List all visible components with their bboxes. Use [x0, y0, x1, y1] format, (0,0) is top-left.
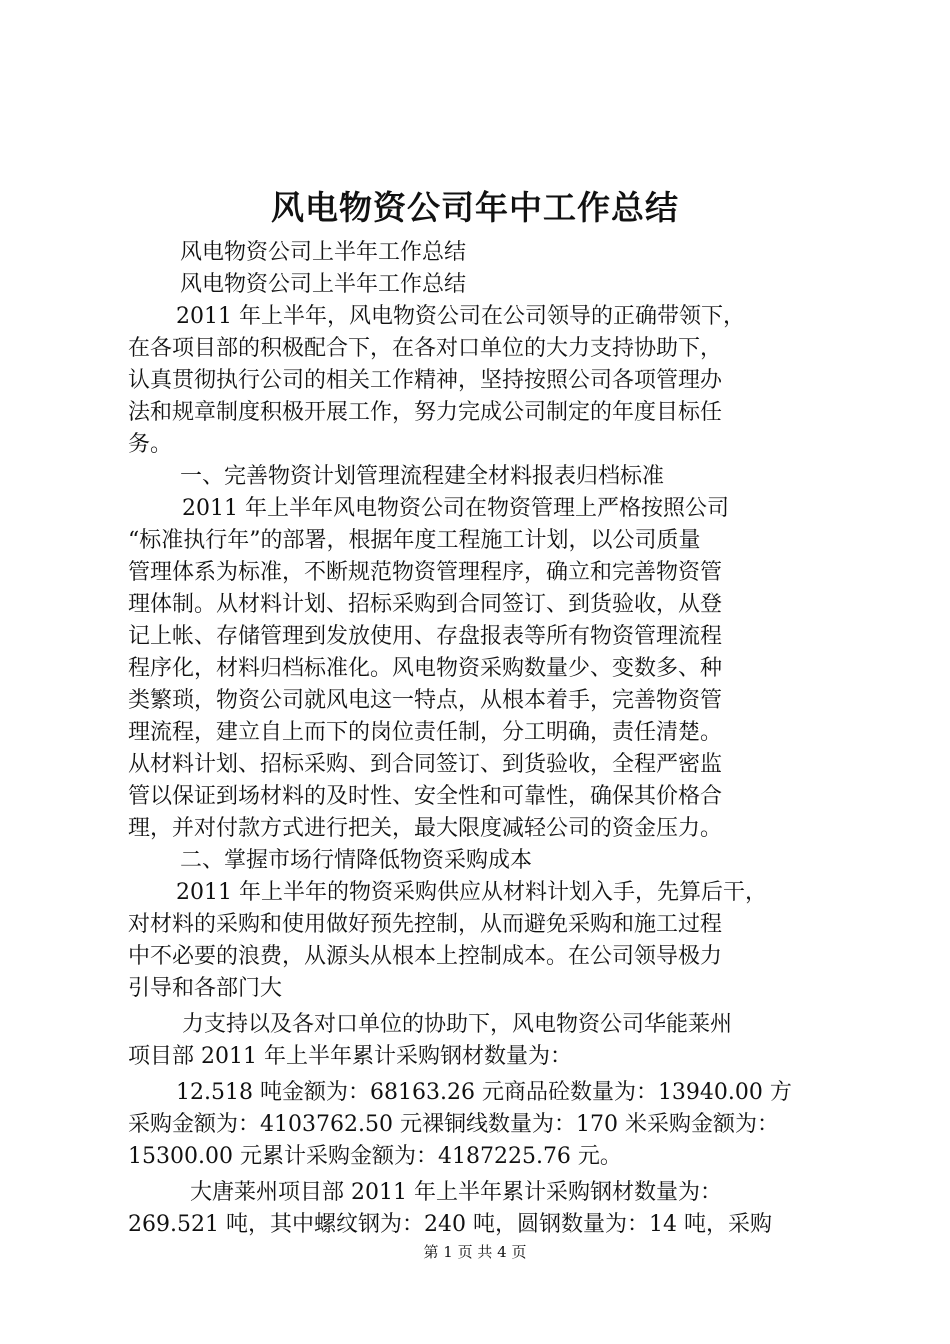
body-line: 风电物资公司上半年工作总结: [180, 240, 467, 265]
body-line: 2011 年上半年的物资采购供应从材料计划入手，先算后干，: [176, 880, 767, 905]
section-heading: 二、掌握市场行情降低物资采购成本: [180, 848, 533, 873]
body-line: 管理体系为标准，不断规范物资管理程序，确立和完善物资管: [128, 560, 723, 585]
document-title: 风电物资公司年中工作总结: [271, 188, 679, 227]
body-line: 风电物资公司上半年工作总结: [180, 272, 467, 297]
body-line: 理流程，建立自上而下的岗位责任制，分工明确，责任清楚。: [128, 720, 723, 745]
body-line: 对材料的采购和使用做好预先控制，从而避免采购和施工过程: [128, 912, 723, 937]
body-line: 在各项目部的积极配合下，在各对口单位的大力支持协助下，: [128, 336, 723, 361]
body-line: 15300.00 元累计采购金额为：4187225.76 元。: [128, 1144, 622, 1169]
section-heading: 一、完善物资计划管理流程建全材料报表归档标准: [180, 464, 665, 489]
body-line: 管以保证到场材料的及时性、安全性和可靠性，确保其价格合: [128, 784, 723, 809]
body-line: 法和规章制度积极开展工作，努力完成公司制定的年度目标任: [128, 400, 723, 425]
body-line: 从材料计划、招标采购、到合同签订、到货验收，全程严密监: [128, 752, 723, 777]
body-line: 务。: [128, 432, 173, 457]
body-line: 2011 年上半年，风电物资公司在公司领导的正确带领下，: [176, 304, 745, 329]
body-line: 理体制。从材料计划、招标采购到合同签订、到货验收，从登: [128, 592, 723, 617]
body-line: 认真贯彻执行公司的相关工作精神，坚持按照公司各项管理办: [128, 368, 723, 393]
body-line: 2011 年上半年风电物资公司在物资管理上严格按照公司: [182, 496, 729, 521]
body-line: 力支持以及各对口单位的协助下，风电物资公司华能莱州: [182, 1012, 733, 1037]
body-line: “标准执行年”的部署，根据年度工程施工计划，以公司质量: [128, 528, 701, 553]
document-body: [128, 237, 832, 1241]
body-line: 采购金额为：4103762.50 元裸铜线数量为：170 米采购金额为：: [128, 1112, 779, 1137]
body-line: 中不必要的浪费，从源头从根本上控制成本。在公司领导极力: [128, 944, 723, 969]
body-line: 理，并对付款方式进行把关，最大限度减轻公司的资金压力。: [128, 816, 723, 841]
body-line: 记上帐、存储管理到发放使用、存盘报表等所有物资管理流程: [128, 624, 723, 649]
body-line: 项目部 2011 年上半年累计采购钢材数量为：: [128, 1044, 572, 1069]
body-line: 12.518 吨金额为：68163.26 元商品砼数量为：13940.00 方: [176, 1080, 792, 1105]
body-line: 269.521 吨，其中螺纹钢为：240 吨，圆钢数量为：14 吨，采购: [128, 1212, 772, 1237]
body-line: 类繁琐，物资公司就风电这一特点，从根本着手，完善物资管: [128, 688, 723, 713]
body-line: 大唐莱州项目部 2011 年上半年累计采购钢材数量为：: [190, 1180, 722, 1205]
body-line: 程序化，材料归档标准化。风电物资采购数量少、变数多、种: [128, 656, 723, 681]
page-footer: 第 1 页 共 4 页: [423, 1243, 527, 1261]
body-line: 引导和各部门大: [128, 976, 283, 1001]
